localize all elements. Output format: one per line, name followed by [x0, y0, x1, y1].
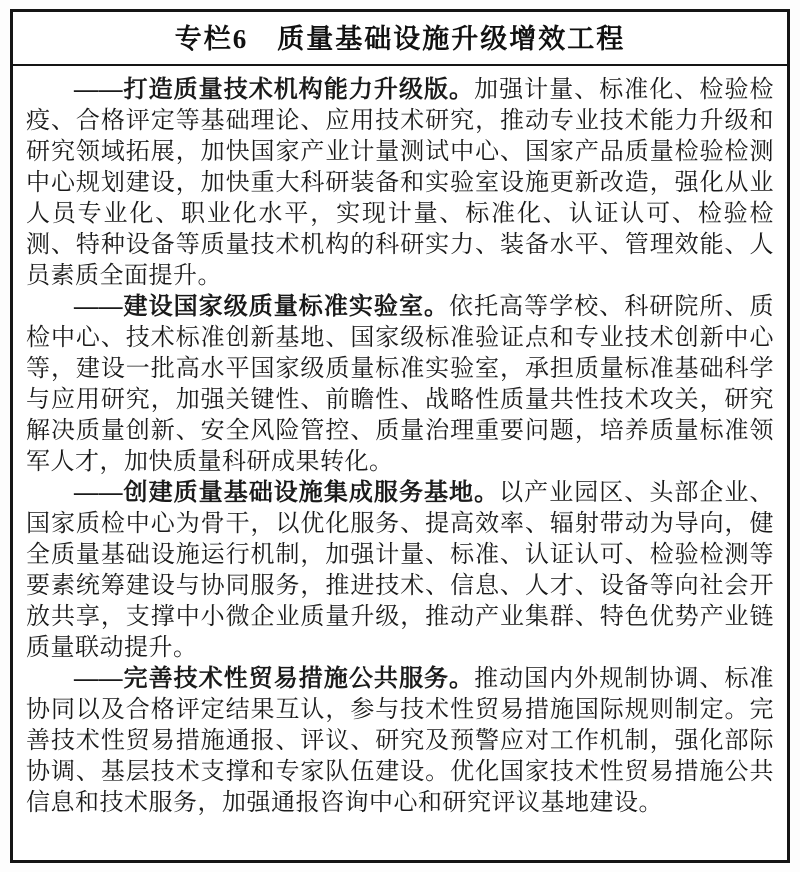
paragraph-lead: ——打造质量技术机构能力升级版。 [74, 77, 475, 104]
panel-title: 专栏6 质量基础设施升级增效工程 [174, 24, 626, 54]
callout-box [10, 9, 790, 863]
paragraph [26, 292, 774, 478]
paragraph [26, 75, 774, 292]
paragraph-text: 依托高等学校、科研院所、质检中心、技术标准创新基地、国家级标准验证点和专业技术创新中心等，建设一批高水平国家级质量标准实验室，承担质量标准基础科学与应用研究，加强关键性、前瞻性、战略性质量共性技术攻关，研究解决质量创新、安全风险管控、质量治理重要问题，培养质量标准领军人才，加快质量科研成果转化。 [26, 294, 775, 476]
panel-body [13, 66, 787, 860]
paragraph-text: 以产业园区、头部企业、国家质检中心为骨干，以优化服务、提高效率、辐射带动为导向，健全质量基础设施运行机制，加强计量、标准、认证认可、检验检测等要素统筹建设与协同服务，推进技术、信息、人才、设备等向社会开放共享，支撑中小微企业质量升级，推动产业集群、特色优势产业链质量联动提升。 [26, 480, 775, 662]
paragraph [26, 664, 774, 819]
paragraph [26, 478, 774, 664]
paragraph-text: 加强计量、标准化、检验检疫、合格评定等基础理论、应用技术研究，推动专业技术能力升级和研究领域拓展，加快国家产业计量测试中心、国家产品质量检验检测中心规划建设，加快重大科研装备和实验室设施更新改造，强化从业人员专业化、职业化水平，实现计量、标准化、认证认可、检验检测、特种设备等质量技术机构的科研实力、装备水平、管理效能、人员素质全面提升。 [26, 77, 775, 290]
paragraph-text: 推动国内外规制协调、标准协同以及合格评定结果互认，参与技术性贸易措施国际规则制定。完善技术性贸易措施通报、评议、研究及预警应对工作机制，强化部际协调、基层技术支撑和专家队伍建设。优化国家技术性贸易措施公共信息和技术服务，加强通报咨询中心和研究评议基地建设。 [26, 666, 775, 817]
paragraph-lead: ——完善技术性贸易措施公共服务。 [74, 666, 475, 693]
paragraph-lead: ——创建质量基础设施集成服务基地。 [74, 480, 500, 507]
paragraph-lead: ——建设国家级质量标准实验室。 [74, 294, 450, 321]
